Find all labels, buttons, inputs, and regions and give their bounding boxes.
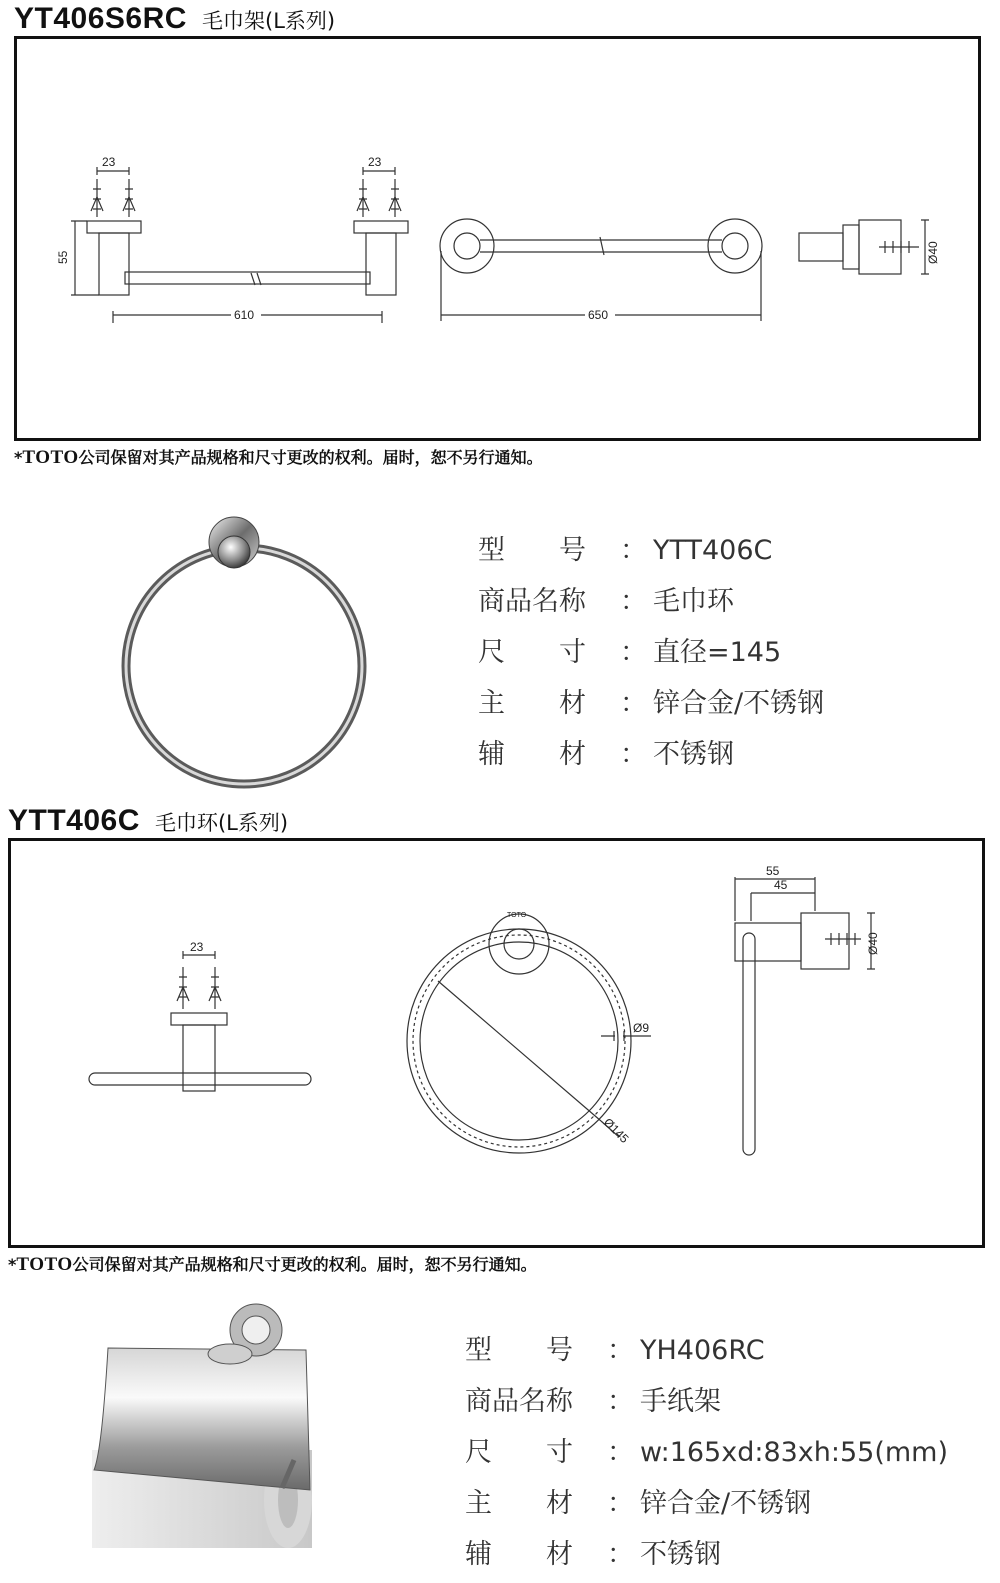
spec-key: 商品名称 (465, 1386, 573, 1417)
spec-row-size: 尺 寸 ： 直径=145 (478, 630, 824, 681)
dim-23: 23 (190, 940, 204, 954)
dim-d40: Ø40 (926, 241, 940, 264)
disclaimer-text: 公司保留对其产品规格和尺寸更改的权利。届时，恕不另行通知。 (72, 1255, 537, 1274)
spec-block-paper-holder (465, 1328, 948, 1583)
product-code: YTT406C (8, 804, 140, 837)
disclaimer-star: * (8, 1255, 17, 1274)
dim-d145: Ø145 (600, 1115, 632, 1146)
section1-title (14, 2, 335, 36)
spec-key: 辅 材 (478, 739, 586, 770)
disclaimer-text: 公司保留对其产品规格和尺寸更改的权利。届时，恕不另行通知。 (78, 448, 543, 467)
dim-45: 45 (774, 878, 788, 892)
toto-logo-mark: TOTO (507, 912, 527, 919)
spec-key: 型 号 (478, 535, 586, 566)
dim-610: 610 (234, 308, 255, 322)
spec-value: 锌合金/不锈钢 (640, 1488, 812, 1519)
dim-23-left: 23 (102, 155, 116, 169)
dim-55: 55 (56, 250, 70, 264)
spec-value: 不锈钢 (653, 739, 734, 770)
dim-d40: Ø40 (866, 932, 880, 955)
spec-block-towel-ring (478, 528, 824, 783)
drawing-frame-towel-ring (8, 838, 985, 1248)
spec-key: 商品名称 (478, 586, 586, 617)
spec-row-main-material: 主 材 ： 锌合金/不锈钢 (478, 681, 824, 732)
spec-row-main-material: 主 材 ： 锌合金/不锈钢 (465, 1481, 948, 1532)
spec-row-name: 商品名称 ： 手纸架 (465, 1379, 948, 1430)
drawing-frame-towel-bar (14, 36, 981, 441)
spec-key: 尺 寸 (465, 1437, 573, 1468)
spec-value: w:165xd:83xh:55(mm) (640, 1437, 949, 1468)
spec-key: 主 材 (465, 1488, 573, 1519)
spec-value: 锌合金/不锈钢 (653, 688, 825, 719)
spec-key: 型 号 (465, 1335, 573, 1366)
disclaimer-star: * (14, 448, 23, 467)
brand-name: TOTO (22, 447, 79, 468)
dim-55: 55 (766, 864, 780, 878)
spec-key: 尺 寸 (478, 637, 586, 668)
spec-row-size: 尺 寸 ： w:165xd:83xh:55(mm) (465, 1430, 948, 1481)
disclaimer (8, 1252, 537, 1276)
towel-ring-technical-drawing (11, 841, 988, 1251)
spec-row-aux-material: 辅 材 ： 不锈钢 (465, 1532, 948, 1583)
dim-650: 650 (588, 308, 609, 322)
spec-key: 主 材 (478, 688, 586, 719)
spec-value: YTT406C (653, 535, 773, 566)
product-name: 毛巾环(L系列) (154, 811, 289, 835)
spec-value: 直径=145 (653, 637, 782, 668)
spec-key: 辅 材 (465, 1539, 573, 1570)
spec-row-aux-material: 辅 材 ： 不锈钢 (478, 732, 824, 783)
spec-value: 不锈钢 (640, 1539, 721, 1570)
product-code: YT406S6RC (14, 2, 187, 35)
dim-d9: Ø9 (633, 1021, 650, 1035)
section2-title (8, 804, 288, 838)
spec-value: YH406RC (640, 1335, 765, 1366)
paper-holder-photo (88, 1300, 328, 1548)
dim-23-right: 23 (368, 155, 382, 169)
spec-row-model: 型 号 ： YH406RC (465, 1328, 948, 1379)
disclaimer (14, 445, 543, 469)
spec-value: 毛巾环 (653, 586, 734, 617)
towel-bar-technical-drawing (17, 39, 984, 444)
brand-name: TOTO (16, 1254, 73, 1275)
product-name: 毛巾架(L系列) (202, 9, 336, 33)
spec-row-model: 型 号 ： YTT406C (478, 528, 824, 579)
spec-row-name: 商品名称 ： 毛巾环 (478, 579, 824, 630)
towel-ring-photo (110, 508, 380, 790)
spec-value: 手纸架 (640, 1386, 721, 1417)
